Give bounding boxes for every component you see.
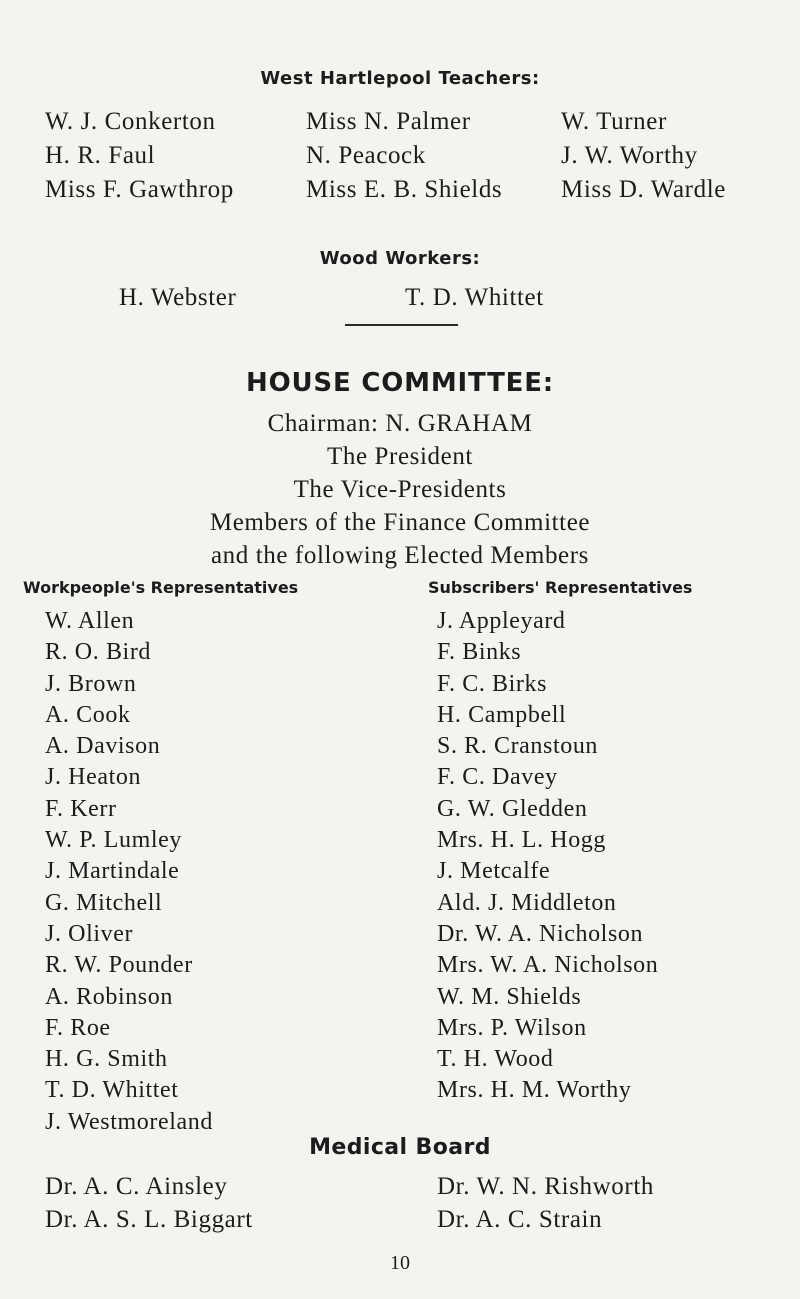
workpeople-list	[45, 606, 213, 1138]
list-item: J. Martindale	[45, 858, 180, 885]
list-item: H. G. Smith	[45, 1046, 168, 1073]
teacher-name: W. J. Conkerton	[45, 108, 216, 135]
list-item: F. Roe	[45, 1014, 111, 1041]
teacher-name: Miss D. Wardle	[561, 176, 726, 203]
list-item: W. Allen	[45, 608, 135, 634]
committee-line: Members of the Finance Committee	[209, 509, 591, 536]
list-item: J. Westmoreland	[45, 1108, 213, 1135]
list-item: T. D. Whittet	[45, 1077, 179, 1104]
list-item: R. O. Bird	[45, 639, 152, 666]
medical-board-name: Dr. A. C. Ainsley	[45, 1173, 228, 1200]
wood-worker-name: H. Webster	[119, 284, 237, 311]
medical-board-heading: Medical Board	[309, 1135, 491, 1160]
list-item: A. Cook	[45, 701, 131, 728]
list-item: F. C. Davey	[437, 764, 558, 791]
teacher-name: Miss F. Gawthrop	[45, 176, 234, 203]
committee-line: and the following Elected Members	[210, 542, 590, 569]
list-item: W. P. Lumley	[45, 827, 182, 854]
subscribers-list	[437, 606, 658, 1107]
workpeople-heading: Workpeople's Representatives	[23, 578, 299, 597]
wood-worker-name: T. D. Whittet	[405, 284, 544, 311]
list-item: F. Kerr	[45, 795, 117, 822]
list-item: A. Robinson	[45, 983, 173, 1010]
medical-board-name: Dr. A. S. L. Biggart	[45, 1206, 253, 1233]
committee-line: The President	[327, 443, 473, 470]
list-item: R. W. Pounder	[45, 952, 193, 979]
list-item: Mrs. W. A. Nicholson	[437, 952, 659, 979]
list-item: Ald. J. Middleton	[437, 889, 617, 916]
chairman-line: Chairman: N. GRAHAM	[267, 410, 533, 437]
list-item: J. Brown	[45, 670, 137, 697]
teacher-name: H. R. Faul	[45, 142, 156, 169]
list-item: S. R. Cranstoun	[437, 733, 599, 760]
medical-board-name: Dr. A. C. Strain	[437, 1206, 603, 1233]
list-item: J. Metcalfe	[437, 858, 551, 885]
list-item: Dr. W. A. Nicholson	[437, 920, 644, 947]
list-item: F. C. Birks	[437, 670, 548, 697]
list-item: Mrs. P. Wilson	[437, 1014, 587, 1041]
house-committee-heading: HOUSE COMMITTEE:	[246, 368, 554, 398]
section-divider	[345, 324, 458, 326]
teacher-name: Miss N. Palmer	[306, 108, 471, 135]
list-item: J. Oliver	[45, 920, 134, 947]
page-number: 10	[390, 1252, 410, 1274]
list-item: F. Binks	[437, 639, 522, 666]
list-item: G. W. Gledden	[437, 795, 588, 822]
list-item: J. Heaton	[45, 764, 142, 791]
list-item: H. Campbell	[437, 701, 567, 728]
teacher-name: Miss E. B. Shields	[306, 176, 503, 203]
list-item: G. Mitchell	[45, 889, 163, 916]
teacher-name: N. Peacock	[306, 142, 426, 169]
wood-workers-heading: Wood Workers:	[319, 248, 481, 269]
teacher-name: W. Turner	[561, 108, 667, 135]
list-item: Mrs. H. M. Worthy	[437, 1077, 632, 1104]
list-item: J. Appleyard	[437, 608, 566, 634]
list-item: A. Davison	[45, 733, 161, 760]
list-item: Mrs. H. L. Hogg	[437, 827, 606, 854]
subscribers-heading: Subscribers' Representatives	[428, 578, 693, 597]
medical-board-name: Dr. W. N. Rishworth	[437, 1173, 654, 1200]
committee-line: The Vice-Presidents	[293, 476, 507, 503]
teachers-heading: West Hartlepool Teachers:	[260, 68, 540, 89]
list-item: W. M. Shields	[437, 983, 582, 1010]
teacher-name: J. W. Worthy	[561, 142, 698, 169]
list-item: T. H. Wood	[437, 1046, 554, 1073]
